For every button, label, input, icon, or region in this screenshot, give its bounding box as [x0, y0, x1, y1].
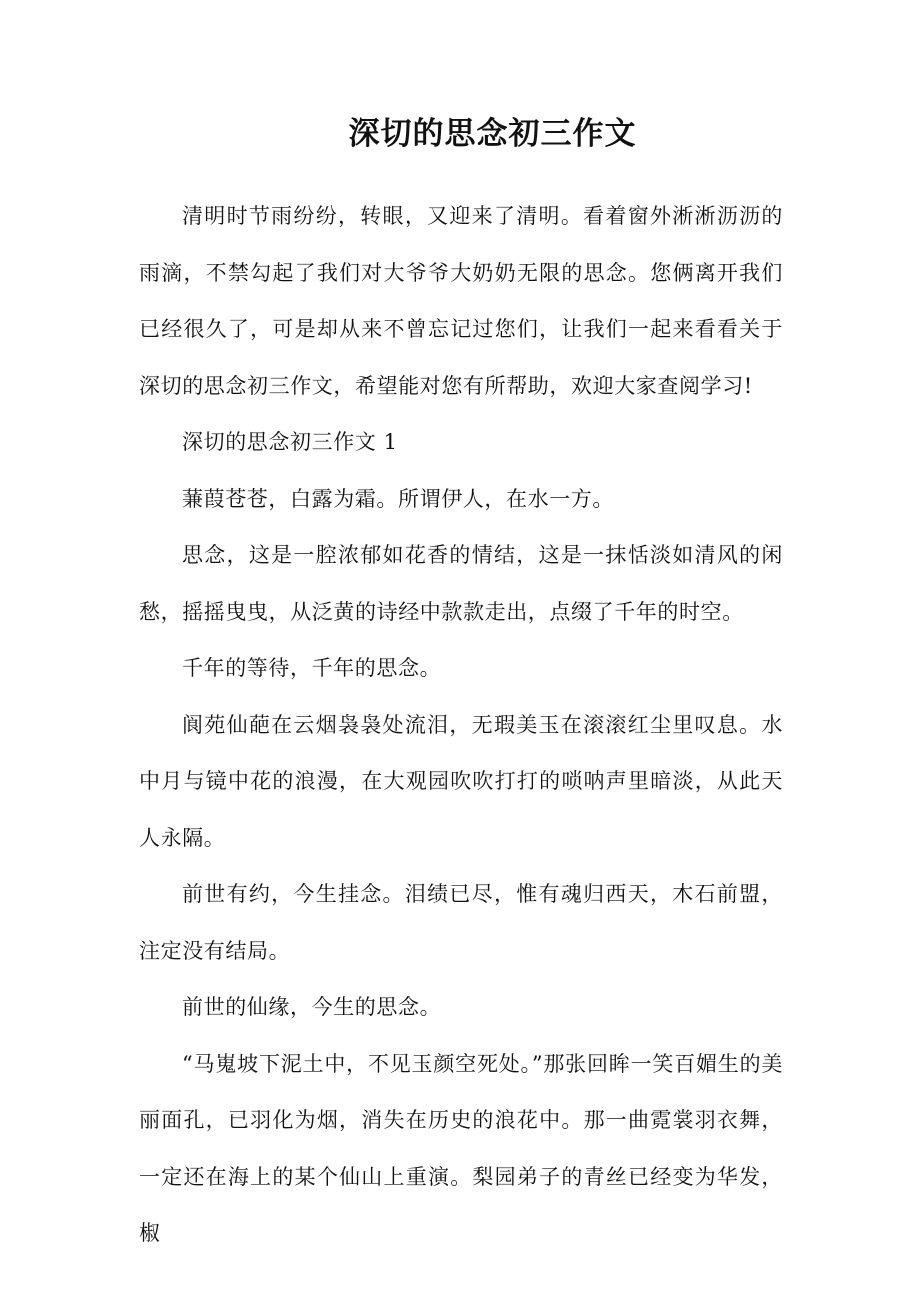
paragraph: 前世有约，今生挂念。泪绩已尽，惟有魂归西天，木石前盟，注定没有结局。	[139, 882, 783, 963]
paragraph: 千年的等待，千年的思念。	[182, 656, 442, 680]
paragraph: 前世的仙缘，今生的思念。	[182, 995, 442, 1019]
document-title: 深切的思念初三作文	[348, 116, 637, 152]
paragraph: 阆苑仙葩在云烟袅袅处流泪，无瑕美玉在滚滚红尘里叹息。水中月与镜中花的浪漫，在大观园吹吹打打的唢呐声里暗淡，从此天人永隔。	[139, 712, 783, 850]
paragraph: 清明时节雨纷纷，转眼，又迎来了清明。看着窗外淅淅沥沥的雨滴，不禁勾起了我们对大爷爷大奶奶无限的思念。您俩离开我们已经很久了，可是却从来不曾忘记过您们，让我们一起来看看关于深切的思念初三作文，希望能对您有所帮助，欢迎大家查阅学习!	[139, 204, 783, 398]
document-body	[139, 188, 783, 1262]
section-heading: 深切的思念初三作文 1	[182, 430, 398, 454]
paragraph: 思念，这是一腔浓郁如花香的情结，这是一抹恬淡如清风的闲愁，摇摇曳曳，从泛黄的诗经中款款走出，点缀了千年的时空。	[139, 543, 783, 624]
paragraph: 蒹葭苍苍，白露为霜。所谓伊人，在水一方。	[182, 486, 614, 511]
paragraph: “马嵬坡下泥土中，不见玉颜空死处。”那张回眸一笑百媚生的美丽面孔，已羽化为烟，消失在历史的浪花中。那一曲霓裳羽衣舞，一定还在海上的某个仙山上重演。梨园弟子的青丝已经变为华发，椒	[139, 1051, 783, 1245]
